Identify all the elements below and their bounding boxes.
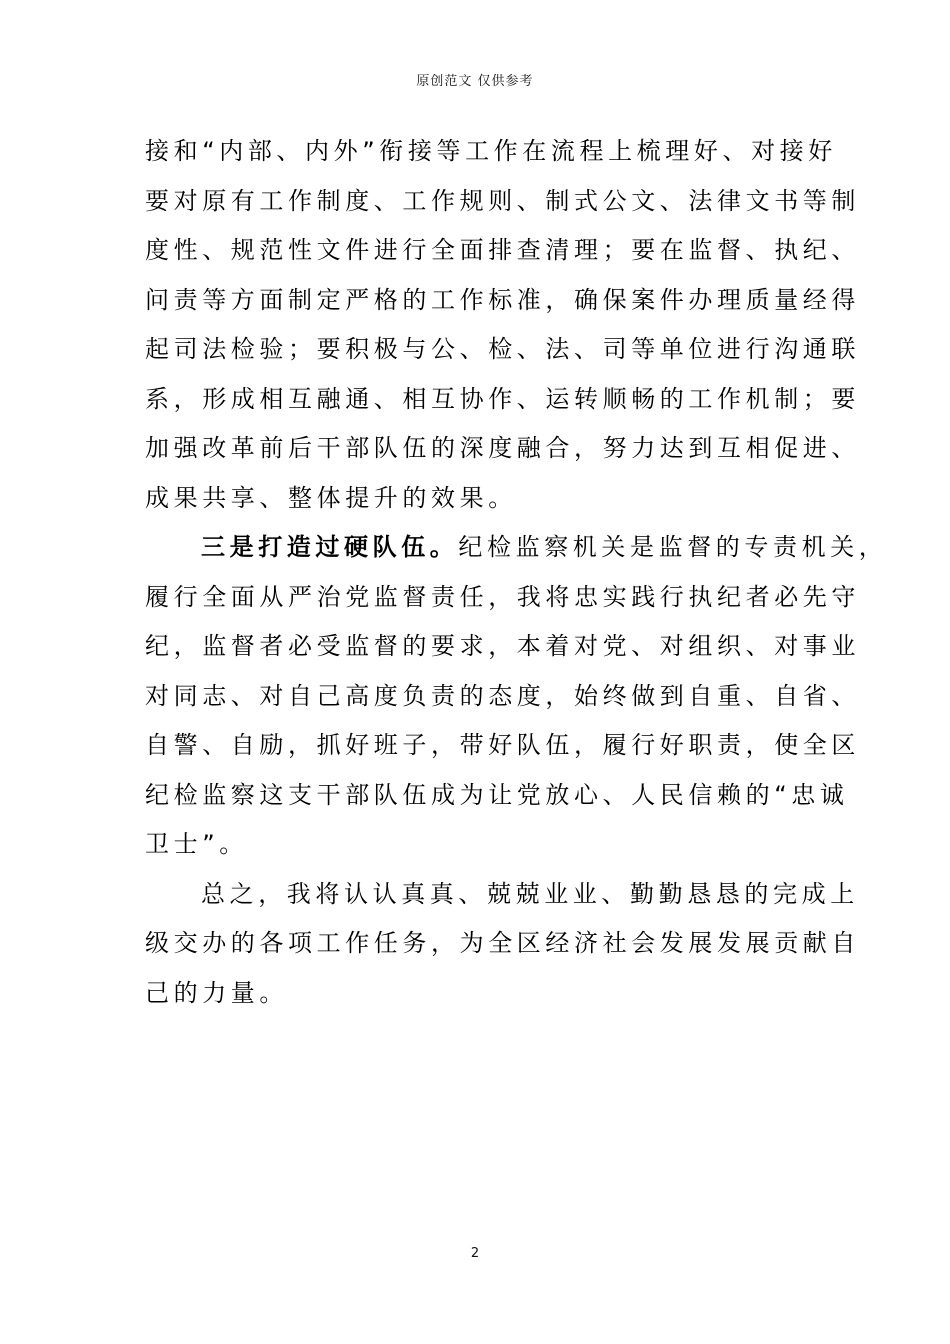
document-body <box>145 127 888 1018</box>
text-line: 己的力量。 <box>145 978 288 1007</box>
text-line: 卫士”。 <box>145 830 248 858</box>
page-header: 原创范文 仅供参考 <box>416 74 534 89</box>
text-line-first: 总之，我将认认真真、兢兢业业、勤勤恳恳的完成上 <box>201 879 859 908</box>
text-line: 对同志、对自己高度负责的态度，始终做到自重、自省、 <box>145 681 860 710</box>
paragraph-team-building <box>145 523 888 870</box>
paragraph-conclusion <box>145 870 860 1019</box>
text-line-first <box>145 523 888 573</box>
text-line: 成果共享、整体提升的效果。 <box>145 483 517 512</box>
paragraph-continuation <box>145 127 860 523</box>
paragraph-lead-heading: 三是打造过硬队伍。 <box>201 533 459 561</box>
text-line: 系，形成相互融通、相互协作、运转顺畅的工作机制；要 <box>145 384 860 413</box>
page-number: 2 <box>470 1246 480 1261</box>
text-line: 起司法检验；要积极与公、检、法、司等单位进行沟通联 <box>145 335 860 363</box>
text-line: 履行全面从严治党监督责任，我将忠实践行执纪者必先守 <box>145 582 860 611</box>
text-line: 问责等方面制定严格的工作标准，确保案件办理质量经得 <box>145 285 860 314</box>
text-line: 纪检监察这支干部队伍成为让党放心、人民信赖的“忠诚 <box>145 780 849 809</box>
text-line: 度性、规范性文件进行全面排查清理；要在监督、执纪、 <box>145 236 860 264</box>
text-line: 接和“内部、内外”衔接等工作在流程上梳理好、对接好 <box>145 137 837 165</box>
text-line: 要对原有工作制度、工作规则、制式公文、法律文书等制 <box>145 186 860 215</box>
text-line: 自警、自励，抓好班子，带好队伍，履行好职责，使全区 <box>145 731 860 759</box>
text-line: 纪，监督者必受监督的要求，本着对党、对组织、对事业 <box>145 632 860 660</box>
text-line: 级交办的各项工作任务，为全区经济社会发展发展贡献自 <box>145 929 860 957</box>
text-line: 加强改革前后干部队伍的深度融合，努力达到互相促进、 <box>145 434 860 462</box>
text-fragment: 纪检监察机关是监督的专责机关， <box>458 533 888 561</box>
